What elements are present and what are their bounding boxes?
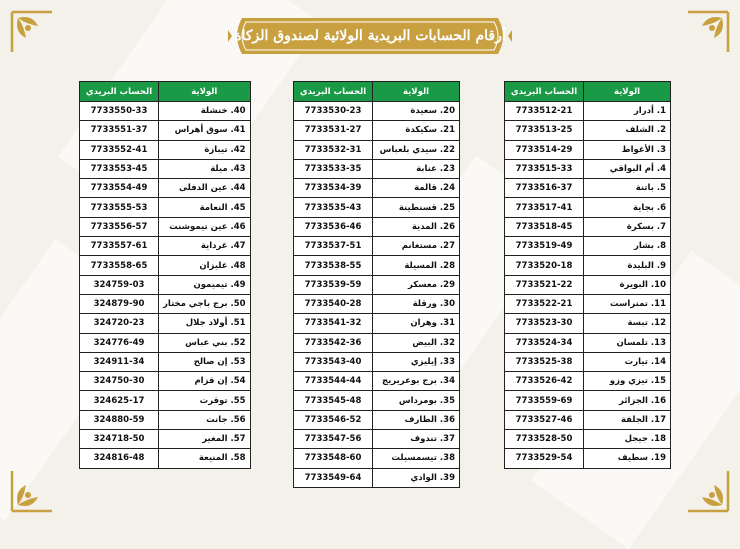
corner-ornament-icon (684, 467, 732, 515)
wilaya-name: 40. خنشلة (159, 102, 251, 121)
table-row (294, 410, 460, 429)
wilaya-name: 10. البويرة (584, 275, 671, 294)
table-row (294, 449, 460, 468)
wilaya-name: 12. تبسة (584, 314, 671, 333)
wilaya-name: 6. بجاية (584, 198, 671, 217)
wilaya-name: 26. المدية (373, 217, 460, 236)
wilaya-name: 37. تندوف (373, 430, 460, 449)
table-row (505, 372, 671, 391)
table-row (294, 217, 460, 236)
account-number: 324911-34 (80, 352, 159, 371)
account-number: 7733547-56 (294, 430, 373, 449)
account-number: 7733523-30 (505, 314, 584, 333)
table-row (80, 410, 251, 429)
table-row (505, 159, 671, 178)
account-number: 7733549-64 (294, 468, 373, 487)
account-number: 324625-17 (80, 391, 159, 410)
table-row (505, 102, 671, 121)
wilaya-name: 21. سكيكدة (373, 121, 460, 140)
account-number: 7733518-45 (505, 217, 584, 236)
table-row (505, 294, 671, 313)
table-row (80, 179, 251, 198)
account-number: 7733555-53 (80, 198, 159, 217)
table-row (294, 352, 460, 371)
account-number: 7733521-22 (505, 275, 584, 294)
wilaya-name: 35. بومرداس (373, 391, 460, 410)
account-number: 7733540-28 (294, 294, 373, 313)
table-row (505, 333, 671, 352)
table-row (80, 198, 251, 217)
wilaya-name: 20. سعيدة (373, 102, 460, 121)
accounts-table-1 (504, 81, 671, 469)
account-number: 7733545-48 (294, 391, 373, 410)
table-row (80, 372, 251, 391)
account-number: 7733531-27 (294, 121, 373, 140)
account-number: 7733539-59 (294, 275, 373, 294)
table-row (294, 121, 460, 140)
table-row (80, 352, 251, 371)
wilaya-name: 56. جانت (159, 410, 251, 429)
wilaya-name: 3. الأغواط (584, 140, 671, 159)
wilaya-name: 25. قسنطينة (373, 198, 460, 217)
table-row (294, 179, 460, 198)
account-number: 324879-90 (80, 294, 159, 313)
account-number: 7733517-41 (505, 198, 584, 217)
account-number: 7733513-25 (505, 121, 584, 140)
table-row (294, 159, 460, 178)
wilaya-name: 41. سوق أهراس (159, 121, 251, 140)
account-number: 7733543-40 (294, 352, 373, 371)
title-banner (228, 14, 512, 58)
table-header-row (80, 82, 251, 102)
table-row (80, 102, 251, 121)
wilaya-name: 50. برج باجي مختار (159, 294, 251, 313)
account-header: الحساب البريدي (505, 82, 584, 102)
corner-ornament-icon (684, 8, 732, 56)
wilaya-name: 31. وهران (373, 314, 460, 333)
table-row (505, 275, 671, 294)
account-number: 7733554-49 (80, 179, 159, 198)
wilaya-name: 54. إن قزام (159, 372, 251, 391)
wilaya-header: الولاية (584, 82, 671, 102)
account-number: 7733534-39 (294, 179, 373, 198)
table-row (505, 352, 671, 371)
wilaya-name: 55. توقرت (159, 391, 251, 410)
account-number: 7733520-18 (505, 256, 584, 275)
wilaya-name: 53. إن صالح (159, 352, 251, 371)
account-number: 324720-23 (80, 314, 159, 333)
wilaya-name: 16. الجزائر (584, 391, 671, 410)
table-row (80, 237, 251, 256)
table-row (505, 391, 671, 410)
table-row (294, 468, 460, 487)
table-row (80, 294, 251, 313)
account-number: 7733530-23 (294, 102, 373, 121)
table-row (80, 121, 251, 140)
wilaya-name: 33. إيليزي (373, 352, 460, 371)
account-number: 7733524-34 (505, 333, 584, 352)
table-row (80, 159, 251, 178)
wilaya-name: 13. تلمسان (584, 333, 671, 352)
wilaya-name: 23. عنابة (373, 159, 460, 178)
account-number: 7733522-21 (505, 294, 584, 313)
wilaya-name: 19. سطيف (584, 449, 671, 468)
table-row (505, 217, 671, 236)
wilaya-name: 45. النعامة (159, 198, 251, 217)
account-number: 7733527-46 (505, 410, 584, 429)
table-row (294, 333, 460, 352)
table-row (505, 430, 671, 449)
table-row (294, 391, 460, 410)
account-number: 7733558-65 (80, 256, 159, 275)
account-number: 324759-03 (80, 275, 159, 294)
wilaya-name: 1. أدرار (584, 102, 671, 121)
page-title: أرقام الحسابات البريدية الولائية لصندوق الزكاة (234, 28, 506, 44)
table-header-row (294, 82, 460, 102)
wilaya-name: 8. بشار (584, 237, 671, 256)
wilaya-name: 14. تيارت (584, 352, 671, 371)
account-header: الحساب البريدي (294, 82, 373, 102)
account-number: 324718-50 (80, 430, 159, 449)
table-row (80, 217, 251, 236)
account-header: الحساب البريدي (80, 82, 159, 102)
wilaya-name: 39. الوادي (373, 468, 460, 487)
table-row (505, 179, 671, 198)
account-number: 7733526-42 (505, 372, 584, 391)
account-number: 7733533-35 (294, 159, 373, 178)
account-number: 7733519-49 (505, 237, 584, 256)
wilaya-name: 47. غرداية (159, 237, 251, 256)
table-row (294, 294, 460, 313)
table-header-row (505, 82, 671, 102)
wilaya-name: 52. بني عباس (159, 333, 251, 352)
table-row (294, 198, 460, 217)
table-row (80, 449, 251, 468)
table-row (294, 237, 460, 256)
wilaya-name: 38. تيسمسيلت (373, 449, 460, 468)
wilaya-name: 43. ميلة (159, 159, 251, 178)
wilaya-header: الولاية (159, 82, 251, 102)
wilaya-name: 57. المغير (159, 430, 251, 449)
account-number: 7733525-38 (505, 352, 584, 371)
wilaya-name: 32. البيض (373, 333, 460, 352)
table-row (80, 391, 251, 410)
wilaya-name: 36. الطارف (373, 410, 460, 429)
table-row (80, 314, 251, 333)
table-row (505, 237, 671, 256)
wilaya-name: 11. تمنراست (584, 294, 671, 313)
wilaya-name: 2. الشلف (584, 121, 671, 140)
account-number: 7733537-51 (294, 237, 373, 256)
table-row (505, 449, 671, 468)
account-number: 324880-59 (80, 410, 159, 429)
table-row (294, 140, 460, 159)
table-row (505, 410, 671, 429)
account-number: 7733529-54 (505, 449, 584, 468)
wilaya-name: 58. المنيعة (159, 449, 251, 468)
wilaya-name: 9. البليدة (584, 256, 671, 275)
account-number: 7733557-61 (80, 237, 159, 256)
wilaya-name: 7. بسكرة (584, 217, 671, 236)
account-number: 7733512-21 (505, 102, 584, 121)
account-number: 7733538-55 (294, 256, 373, 275)
table-row (80, 275, 251, 294)
account-number: 324816-48 (80, 449, 159, 468)
corner-ornament-icon (8, 467, 56, 515)
table-row (294, 430, 460, 449)
wilaya-name: 5. باتنة (584, 179, 671, 198)
account-number: 7733559-69 (505, 391, 584, 410)
table-row (80, 140, 251, 159)
account-number: 7733550-33 (80, 102, 159, 121)
account-number: 7733551-37 (80, 121, 159, 140)
wilaya-name: 4. أم البواقي (584, 159, 671, 178)
accounts-table-2 (293, 81, 460, 488)
table-row (505, 314, 671, 333)
account-number: 7733536-46 (294, 217, 373, 236)
table-row (505, 121, 671, 140)
wilaya-name: 42. تيبازة (159, 140, 251, 159)
wilaya-name: 51. أولاد جلال (159, 314, 251, 333)
table-row (294, 102, 460, 121)
wilaya-name: 24. قالمة (373, 179, 460, 198)
account-number: 324776-49 (80, 333, 159, 352)
table-row (294, 256, 460, 275)
account-number: 7733532-31 (294, 140, 373, 159)
table-row (294, 275, 460, 294)
account-number: 7733546-52 (294, 410, 373, 429)
account-number: 7733542-36 (294, 333, 373, 352)
account-number: 7733541-32 (294, 314, 373, 333)
account-number: 7733556-57 (80, 217, 159, 236)
wilaya-name: 46. عين تيموشنت (159, 217, 251, 236)
account-number: 324750-30 (80, 372, 159, 391)
table-row (80, 430, 251, 449)
account-number: 7733515-33 (505, 159, 584, 178)
wilaya-name: 30. ورقلة (373, 294, 460, 313)
account-number: 7733535-43 (294, 198, 373, 217)
table-row (294, 372, 460, 391)
wilaya-name: 15. تيزي وزو (584, 372, 671, 391)
wilaya-name: 27. مستغانم (373, 237, 460, 256)
wilaya-name: 18. جيجل (584, 430, 671, 449)
table-row (505, 256, 671, 275)
account-number: 7733544-44 (294, 372, 373, 391)
wilaya-name: 28. المسيلة (373, 256, 460, 275)
account-number: 7733528-50 (505, 430, 584, 449)
table-row (505, 140, 671, 159)
wilaya-name: 48. غليزان (159, 256, 251, 275)
account-number: 7733548-60 (294, 449, 373, 468)
account-number: 7733552-41 (80, 140, 159, 159)
wilaya-name: 22. سيدي بلعباس (373, 140, 460, 159)
table-row (80, 333, 251, 352)
table-row (80, 256, 251, 275)
wilaya-name: 49. تيميمون (159, 275, 251, 294)
wilaya-name: 17. الجلفة (584, 410, 671, 429)
account-number: 7733516-37 (505, 179, 584, 198)
table-row (294, 314, 460, 333)
account-number: 7733514-29 (505, 140, 584, 159)
table-row (505, 198, 671, 217)
account-number: 7733553-45 (80, 159, 159, 178)
corner-ornament-icon (8, 8, 56, 56)
wilaya-name: 44. عين الدفلى (159, 179, 251, 198)
accounts-table-3 (79, 81, 251, 469)
wilaya-header: الولاية (373, 82, 460, 102)
wilaya-name: 34. برج بوعريريج (373, 372, 460, 391)
wilaya-name: 29. معسكر (373, 275, 460, 294)
